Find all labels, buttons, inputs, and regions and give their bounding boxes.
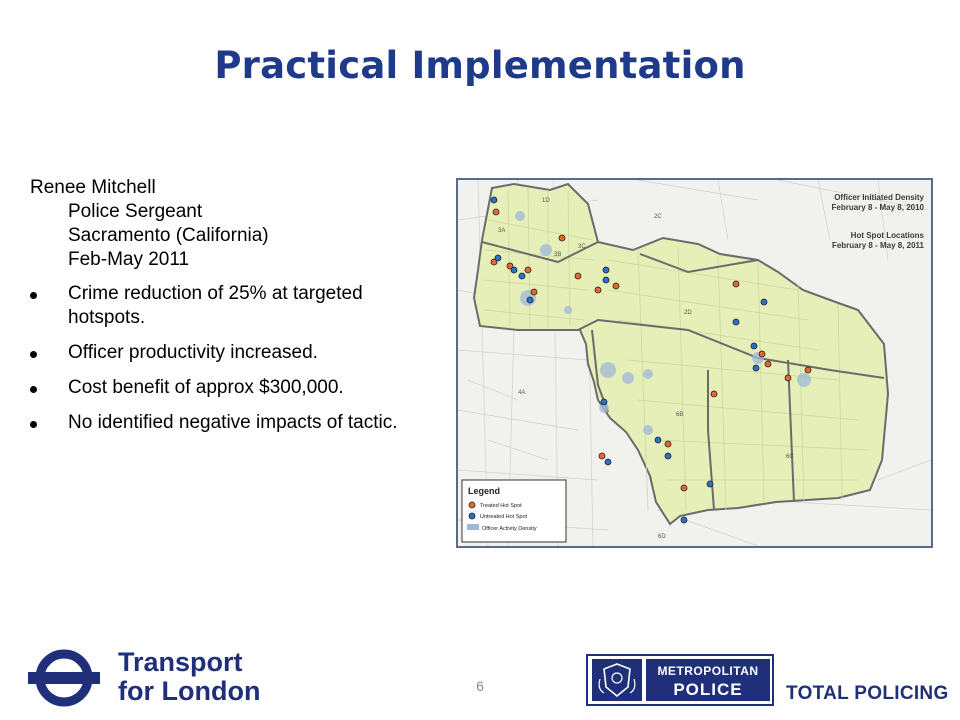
- district-label: 3B: [554, 252, 562, 258]
- legend-item: Officer Activity Density: [482, 526, 537, 532]
- untreated-hot-spot-icon: [469, 513, 475, 519]
- treated-hot-spot-icon: [469, 502, 475, 508]
- bullet-item: [30, 341, 430, 365]
- map-date-2: February 8 - May 8, 2011: [831, 241, 924, 250]
- bullet-list: [30, 282, 430, 435]
- map-title-1: Officer Initiated Density: [834, 193, 924, 202]
- met-line-2: POLICE: [673, 680, 743, 699]
- presenter-period: Feb-May 2011: [68, 249, 190, 270]
- legend-title: Legend: [468, 486, 501, 496]
- district-label: 2C: [654, 214, 662, 220]
- bullet-item: [30, 411, 430, 435]
- bullet-item: [30, 376, 430, 400]
- presenter-location: Sacramento (California): [68, 225, 269, 246]
- body-text: [30, 176, 430, 446]
- met-name-block: [646, 659, 770, 701]
- met-line-1: METROPOLITAN: [657, 664, 759, 678]
- met-police-badge: [586, 654, 774, 706]
- presenter-name: Renee Mitchell: [30, 177, 156, 198]
- map-legend: [462, 480, 566, 542]
- bullet-text: Cost benefit of approx $300,000.: [68, 377, 344, 398]
- tfl-line-2: for London: [118, 676, 261, 706]
- bullet-text: Officer productivity increased.: [68, 342, 318, 363]
- map-canvas: [458, 180, 931, 546]
- tfl-line-1: Transport: [118, 647, 243, 677]
- total-policing-tagline: TOTAL POLICING: [786, 683, 949, 704]
- page-number: 6: [476, 678, 484, 694]
- bullet-dot: [30, 386, 37, 393]
- map-title-block: [832, 193, 925, 250]
- slide-title: Practical Implementation: [214, 44, 746, 87]
- density-swatch-icon: [467, 524, 479, 530]
- presenter-role: Police Sergeant: [68, 201, 203, 222]
- map-title-2: Hot Spot Locations: [850, 231, 924, 240]
- district-label: 1D: [542, 198, 550, 204]
- bullet-item: [30, 282, 430, 330]
- hotspot-map: [456, 178, 933, 548]
- district-label: 6B: [676, 412, 684, 418]
- bullet-dot: [30, 292, 37, 299]
- met-crest-icon: [592, 659, 642, 701]
- tfl-wordmark: [118, 648, 260, 706]
- bullet-dot: [30, 351, 37, 358]
- bullet-text: No identified negative impacts of tactic.: [68, 412, 398, 433]
- district-label: 6D: [658, 534, 666, 540]
- legend-item: Treated Hot Spot: [480, 503, 522, 509]
- legend-item: Untreated Hot Spot: [480, 514, 528, 520]
- district-label: 3A: [498, 228, 506, 234]
- district-label: 4A: [518, 390, 526, 396]
- bullet-dot: [30, 421, 37, 428]
- district-label: 3C: [578, 244, 586, 250]
- district-label: 2D: [684, 310, 692, 316]
- map-date-1: February 8 - May 8, 2010: [831, 203, 924, 212]
- district-label: 6C: [786, 454, 794, 460]
- bullet-text: Crime reduction of 25% at targeted hotspots.: [68, 283, 363, 328]
